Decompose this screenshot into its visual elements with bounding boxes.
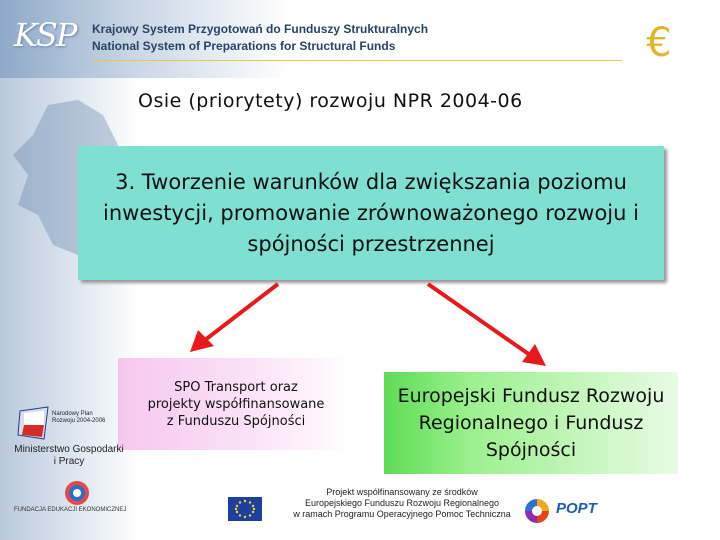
npr-line1: Narodowy Plan [52,411,93,417]
efrr-text: Europejski Fundusz Rozwoju Regionalnego i Fundusz Spójności [397,384,665,461]
ministry-name: Ministerstwo Gospodarki i Pracy [14,444,124,467]
project-line3: w ramach Programu Operacyjnego Pomoc Techniczna [293,509,511,519]
euro-icon: € [646,20,672,66]
npr-line2: Rozwoju 2004-2006 [52,418,106,424]
priority-text: 3. Tworzenie warunków dla zwiększania poziomu inwestycji, promowanie zrównoważonego rozwoju i spójności przestrzennej [103,169,639,256]
priority-box [78,146,664,280]
header-title-en: National System of Preparations for Structural Funds [92,39,396,53]
popt-logo-icon [522,496,552,526]
header-divider [92,60,622,61]
npr-text [52,411,105,425]
project-funding-note [282,487,522,520]
header-title [92,21,428,55]
right-arrow-icon [428,284,546,366]
header-title-pl: Krajowy System Przygotowań do Funduszy Strukturalnych [92,22,429,36]
project-line2: Europejskiego Funduszu Rozwoju Regionalnego [304,498,500,508]
fundacja-logo-icon [64,480,90,506]
ksp-logo: KSP [14,16,76,54]
spo-transport-text: SPO Transport oraz projekty współfinansowane z Funduszu Spójności [147,379,325,429]
eu-flag-icon [228,497,262,521]
left-arrow-icon [190,284,278,352]
fundacja-name: FUNDACJA EDUKACJI EKONOMICZNEJ [14,507,127,513]
spo-transport-box [118,358,354,450]
efrr-box [384,372,678,474]
slide-title: Osie (priorytety) rozwoju NPR 2004-06 [138,90,523,112]
popt-label: POPT [556,500,597,517]
project-line1: Projekt współfinansowany ze środków [326,487,478,497]
